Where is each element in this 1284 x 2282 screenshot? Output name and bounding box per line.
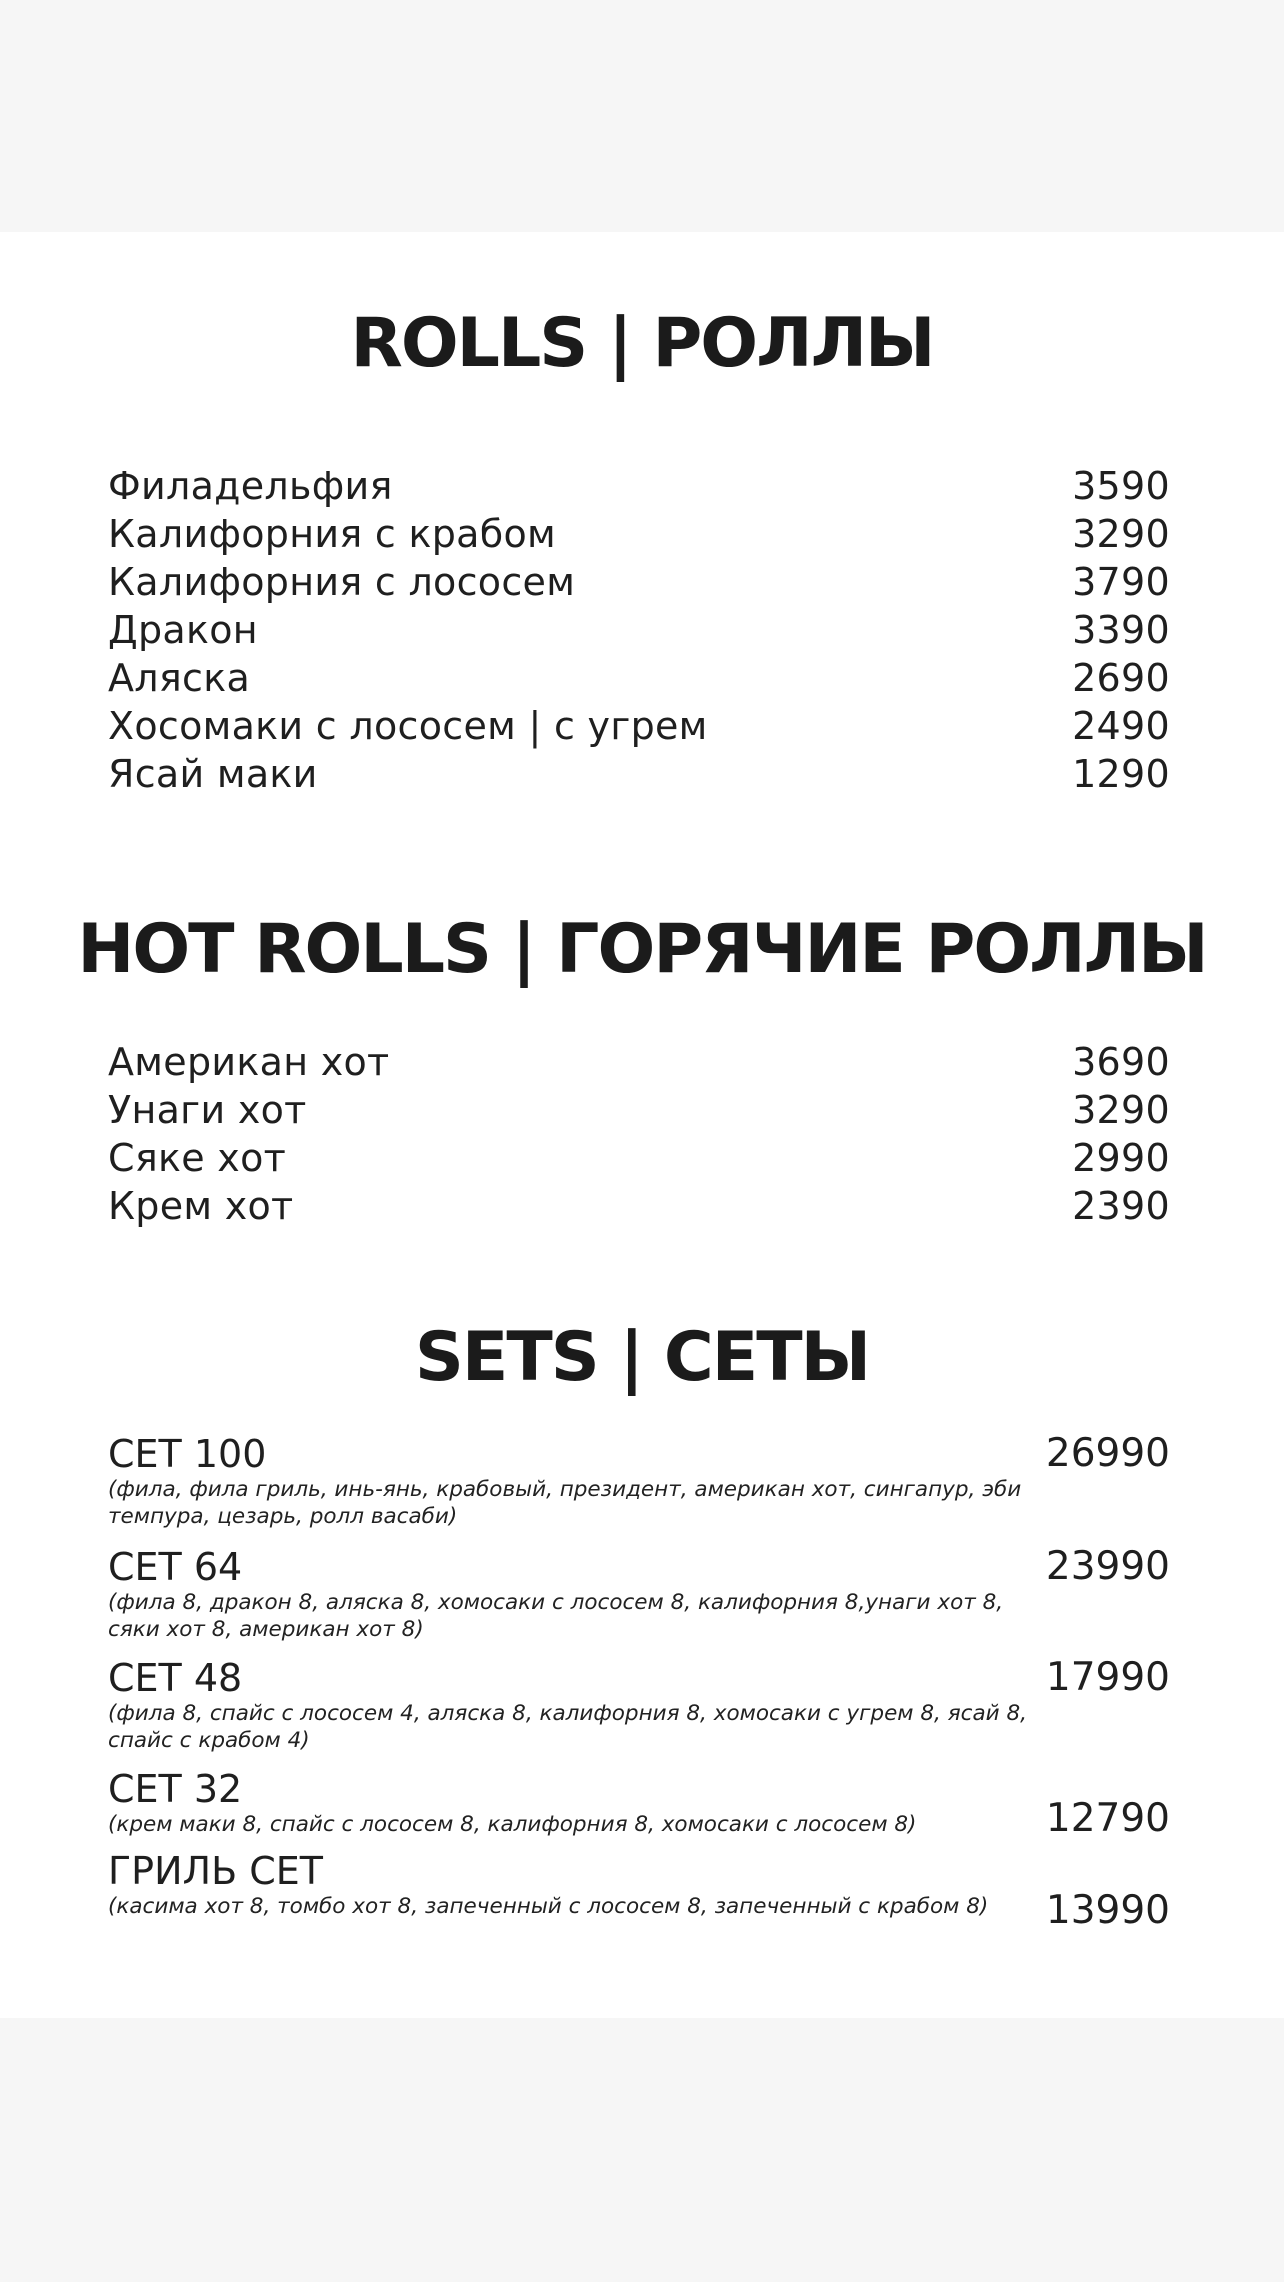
item-name: Хосомаки с лососем | с угрем	[108, 704, 708, 748]
set-name: СЕТ 64	[108, 1545, 243, 1589]
item-price: 2990	[1072, 1136, 1170, 1180]
set-name: СЕТ 48	[108, 1656, 243, 1700]
set-item	[108, 1656, 1170, 1767]
list-item	[108, 702, 1170, 750]
item-name: Калифорния с крабом	[108, 512, 556, 556]
set-price: 13990	[1045, 1888, 1170, 1933]
item-name: Американ хот	[108, 1040, 390, 1084]
item-name: Ясай маки	[108, 752, 318, 796]
set-price: 12790	[1045, 1796, 1170, 1841]
item-price: 3290	[1072, 512, 1170, 556]
item-name: Дракон	[108, 608, 258, 652]
set-item	[108, 1432, 1170, 1545]
set-item	[108, 1767, 1170, 1849]
hot-rolls-list	[108, 1038, 1170, 1230]
menu-page	[0, 232, 1284, 2018]
set-description: (крем маки 8, спайс с лососем 8, калифорния 8, хомосаки с лососем 8)	[108, 1812, 917, 1837]
list-item	[108, 558, 1170, 606]
item-price: 2390	[1072, 1184, 1170, 1228]
list-item	[108, 510, 1170, 558]
set-name: СЕТ 100	[108, 1432, 267, 1476]
item-price: 3790	[1072, 560, 1170, 604]
set-item	[108, 1545, 1170, 1656]
set-price: 23990	[1045, 1544, 1170, 1589]
item-name: Крем хот	[108, 1184, 294, 1228]
list-item	[108, 1038, 1170, 1086]
set-description: (касима хот 8, томбо хот 8, запеченный с лососем 8, запеченный с крабом 8)	[108, 1894, 989, 1919]
set-name: СЕТ 32	[108, 1767, 243, 1811]
set-description: (фила, фила гриль, инь-янь, крабовый, президент, американ хот, сингапур, эби темпура, цезарь, ролл васаби)	[108, 1477, 1022, 1529]
sets-heading: SETS | СЕТЫ	[414, 1318, 870, 1397]
item-name: Филадельфия	[108, 464, 393, 508]
list-item	[108, 462, 1170, 510]
list-item	[108, 1134, 1170, 1182]
list-item	[108, 606, 1170, 654]
list-item	[108, 1086, 1170, 1134]
set-name: ГРИЛЬ СЕТ	[108, 1849, 323, 1893]
list-item	[108, 750, 1170, 798]
set-price: 26990	[1045, 1431, 1170, 1476]
item-name: Аляска	[108, 656, 251, 700]
item-price: 1290	[1072, 752, 1170, 796]
item-price: 2690	[1072, 656, 1170, 700]
item-price: 2490	[1072, 704, 1170, 748]
item-price: 3390	[1072, 608, 1170, 652]
rolls-heading: ROLLS | РОЛЛЫ	[350, 304, 934, 383]
list-item	[108, 1182, 1170, 1230]
item-name: Унаги хот	[108, 1088, 307, 1132]
item-name: Сяке хот	[108, 1136, 287, 1180]
sets-list	[108, 1432, 1170, 1939]
item-price: 3690	[1072, 1040, 1170, 1084]
item-name: Калифорния с лососем	[108, 560, 576, 604]
item-price: 3290	[1072, 1088, 1170, 1132]
item-price: 3590	[1072, 464, 1170, 508]
hot-rolls-heading: HOT ROLLS | ГОРЯЧИЕ РОЛЛЫ	[77, 910, 1207, 989]
set-description: (фила 8, спайс с лососем 4, аляска 8, калифорния 8, хомосаки с угрем 8, ясай 8, спайс с крабом 4)	[108, 1701, 1027, 1753]
list-item	[108, 654, 1170, 702]
set-description: (фила 8, дракон 8, аляска 8, хомосаки с лососем 8, калифорния 8,унаги хот 8, сяки хот 8, американ хот 8)	[108, 1590, 1004, 1642]
set-price: 17990	[1045, 1655, 1170, 1700]
set-item	[108, 1849, 1170, 1939]
rolls-list	[108, 462, 1170, 798]
